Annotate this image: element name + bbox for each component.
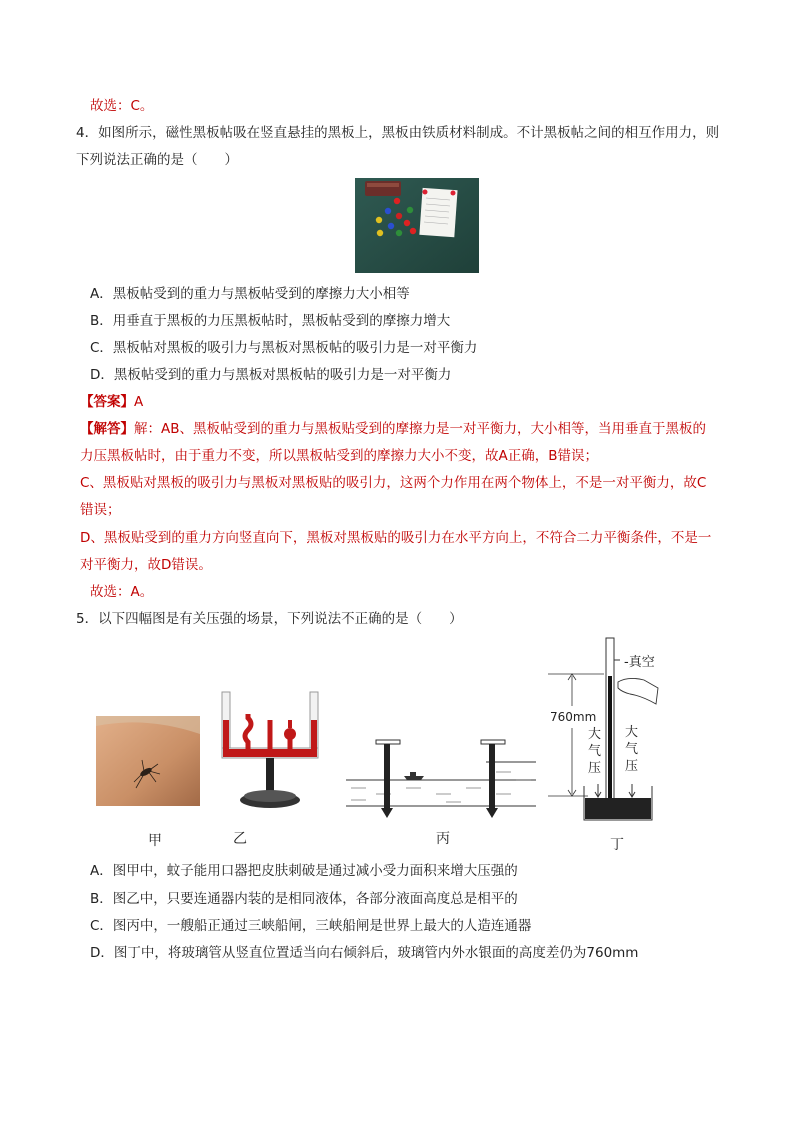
caption-ding: 丁 (610, 837, 624, 853)
q4-option-d: D．黑板帖受到的重力与黑板对黑板帖的吸引力是一对平衡力 (90, 367, 452, 383)
answer-value: A (134, 394, 144, 410)
atm-char-3: 压 (625, 759, 639, 774)
vacuum-text: 真空 (628, 655, 655, 670)
q5-option-b: B．图乙中，只要连通器内装的是相同液体，各部分液面高度总是相平的 (90, 891, 518, 907)
q4-option-c: C．黑板帖对黑板的吸引力与黑板对黑板帖的吸引力是一对平衡力 (90, 340, 478, 356)
mosquito-photo (96, 716, 200, 806)
atm-pressure-label-left (588, 726, 602, 777)
atm-pressure-label-right (625, 724, 639, 775)
vacuum-label: -真空 (624, 655, 655, 670)
atm-char-1: 大 (588, 727, 602, 742)
caption-yi: 乙 (233, 831, 247, 847)
q4-analysis-line-2: 力压黑板帖时，由于重力不变，所以黑板帖受到的摩擦力大小不变，故A正确，B错误； (80, 448, 598, 464)
q4-analysis-line-3: C、黑板贴对黑板的吸引力与黑板对黑板贴的吸引力，这两个力作用在两个物体上，不是一对平衡力，故C (80, 475, 707, 491)
q4-stem-line-1: 4．如图所示，磁性黑板帖吸在竖直悬挂的黑板上，黑板由铁质材料制成。不计黑板帖之间的相互作用力，则 (76, 125, 720, 141)
atm-char-1: 大 (625, 725, 639, 740)
answer-tag: 【答案】 (80, 394, 134, 410)
q3-answer-line: 故选：C。 (90, 98, 154, 114)
q4-analysis-line-4: 错误； (80, 502, 121, 518)
q4-analysis-line-5: D、黑板贴受到的重力方向竖直向下，黑板对黑板贴的吸引力在水平方向上，不符合二力平衡条件，不是一 (80, 530, 712, 546)
q4-stem-line-2: 下列说法正确的是（ ） (76, 152, 238, 168)
height-label: 760mm (550, 710, 597, 724)
q5-option-c: C．图丙中，一艘船正通过三峡船闸，三峡船闸是世界上最大的人造连通器 (90, 918, 532, 934)
atm-char-3: 压 (588, 761, 602, 776)
caption-bing: 丙 (436, 831, 450, 847)
q4-answer (80, 393, 143, 411)
atm-char-2: 气 (588, 744, 602, 759)
blackboard-figure (355, 178, 479, 273)
q4-option-b: B．用垂直于黑板的力压黑板帖时，黑板帖受到的摩擦力增大 (90, 313, 451, 329)
caption-jia: 甲 (148, 833, 162, 849)
q4-analysis-line-1 (80, 420, 706, 438)
torricelli-figure (548, 636, 668, 826)
analysis-tag: 【解答】 (80, 421, 134, 437)
q4-option-a: A．黑板帖受到的重力与黑板帖受到的摩擦力大小相等 (90, 286, 410, 302)
q4-conclusion: 故选：A。 (90, 584, 154, 600)
analysis-text-1: 解：AB、黑板帖受到的重力与黑板贴受到的摩擦力是一对平衡力，大小相等，当用垂直于黑板的 (134, 421, 706, 437)
q5-option-d: D．图丁中，将玻璃管从竖直位置适当向右倾斜后，玻璃管内外水银面的高度差仍为760mm (90, 945, 639, 961)
q4-analysis-line-6: 对平衡力，故D错误。 (80, 557, 212, 573)
q5-option-a: A．图甲中，蚊子能用口器把皮肤刺破是通过减小受力面积来增大压强的 (90, 863, 518, 879)
connected-vessels-figure (210, 690, 330, 814)
q5-stem: 5．以下四幅图是有关压强的场景，下列说法不正确的是（ ） (76, 611, 463, 627)
atm-char-2: 气 (625, 742, 639, 757)
ship-lock-figure (346, 736, 536, 822)
